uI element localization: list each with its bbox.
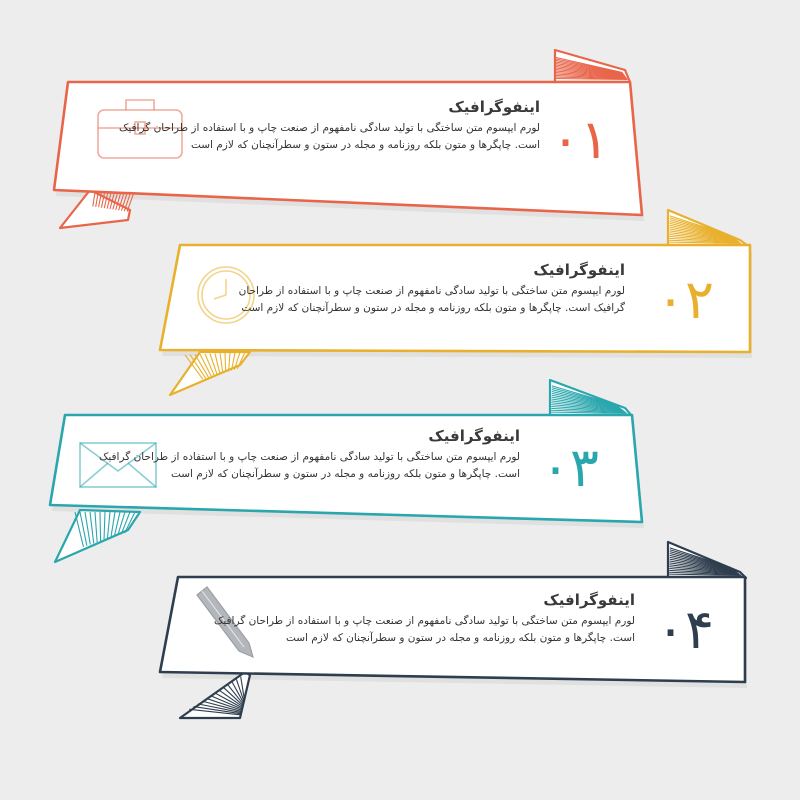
banner-4-text [210,590,635,647]
banner-2-number: ۰۲ [655,268,714,331]
banner-4-body: لورم ایپسوم متن ساختگی با تولید سادگی نامفهوم از صنعت چاپ و با استفاده از طراحان گرافیک است. چاپگرها و متون بلکه روزنامه و مجله در ستون و سطرآنچنان که لازم است [213,615,635,644]
banner-4-number: ۰۴ [655,598,714,661]
banner-4-title: اینفوگرافیک [543,591,635,609]
banner-2-text [205,260,625,317]
banner-1-text [110,97,540,154]
banner-1-title: اینفوگرافیک [448,98,540,116]
banner-3-title: اینفوگرافیک [428,427,520,445]
banner-2-title: اینفوگرافیک [533,261,625,279]
banner-1-body: لورم ایپسوم متن ساختگی با تولید سادگی نامفهوم از صنعت چاپ و با استفاده از طراحان گرافیک است. چاپگرها و متون بلکه روزنامه و مجله در ستون و سطرآنچنان که لازم است [118,122,540,151]
banner-3-body: لورم ایپسوم متن ساختگی با تولید سادگی نامفهوم از صنعت چاپ و با استفاده از طراحان گرافیک است. چاپگرها و متون بلکه روزنامه و مجله در ستون و سطرآنچنان که لازم است [98,451,520,480]
banner-3-number: ۰۳ [540,436,599,499]
banner-2-body: لورم ایپسوم متن ساختگی با تولید سادگی نامفهوم از صنعت چاپ و با استفاده از طراحان گرافیک است. چاپگرها و متون بلکه روزنامه و مجله در ستون و سطرآنچنان که لازم است [238,285,625,314]
banner-1-number: ۰۱ [550,108,609,171]
banner-3-text [90,426,520,483]
